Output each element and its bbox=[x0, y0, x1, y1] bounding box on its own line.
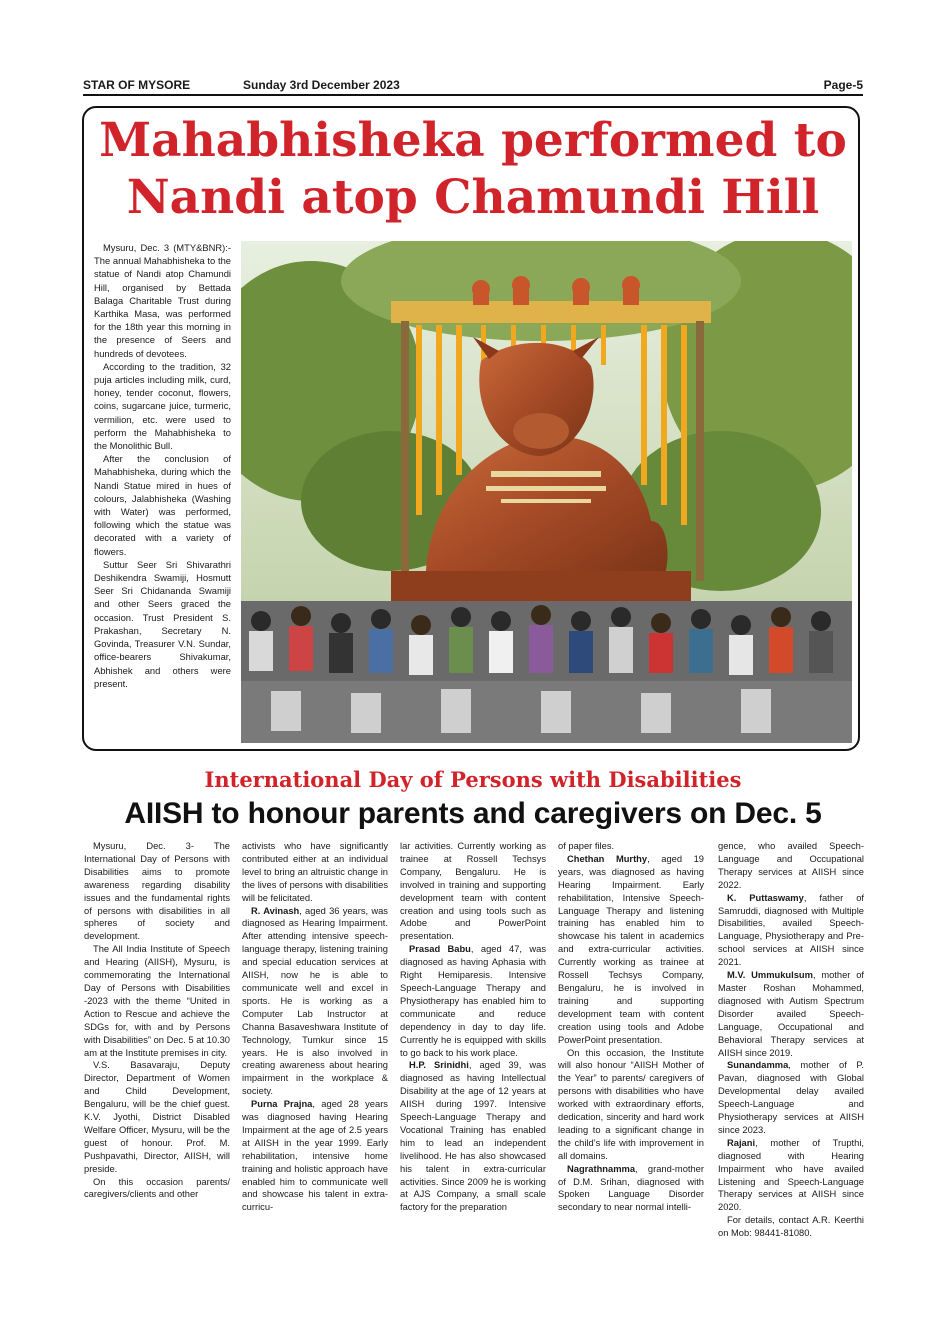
lead-headline-line-2: Nandi atop Chamundi Hill bbox=[126, 170, 820, 225]
lead-paragraph: Mysuru, Dec. 3 (MTY&BNR):- The annual Mahabhisheka to the statue of Nandi atop Chamundi Hill, organised by Bettada Balaga Charitable Trust during Karthika Masa, was performed for the 18th year this morning in the presence of Seers and hundreds of devotees. bbox=[94, 242, 231, 359]
honoree-name: Prasad Babu bbox=[409, 944, 471, 955]
photo-illustration bbox=[241, 241, 852, 743]
lead-paragraph: Suttur Seer Sri Shivarathri Deshikendra Swamiji, Hosmutt Seer Sri Chidananda Swamiji and other Seers graced the occasion. Trust President S. Prakashan, Secretary N. Govinda, Treasurer V.N. Sundar, office-bearers Shivakumar, Abhishek and others were present. bbox=[94, 558, 231, 689]
article-paragraph: The All India Institute of Speech and Hearing (AIISH), Mysuru, is commemorating the International Day of Persons with Disabilities -2023 with the theme “United in Action to Rescue and achieve the SDGs for, with and by Persons with Disabilities” on Dec. 5 at 10.30 am at the Institute premises in city. bbox=[84, 944, 230, 1058]
article-paragraph: Mysuru, Dec. 3- The International Day of Persons with Disabilities aims to promote awareness regarding disability issues and the fundamental rights of persons with disabilities in all spheres of society and development. bbox=[84, 841, 230, 942]
secondary-headline: AIISH to honour parents and caregivers on Dec. 5 bbox=[124, 797, 822, 830]
page-number: Page-5 bbox=[823, 78, 863, 92]
honoree-text: , mother of P. Pavan, diagnosed with Global Developmental delay availed Speech-Language and Physiotherapy services at AIISH since 2023. bbox=[718, 1060, 864, 1135]
article-column-3 bbox=[400, 840, 546, 1214]
article-paragraph: On this occasion parents/ caregivers/clients and other bbox=[84, 1176, 230, 1200]
honoree-text: , mother of Master Roshan Mohammed, diagnosed with Autism Spectrum Disorder availed Speech-Language, Occupational and Behavioral Therapy services at AIISH since 2019. bbox=[718, 970, 864, 1058]
lead-headline-line-1: Mahabhisheka performed to bbox=[99, 113, 847, 168]
honoree-text: , aged 19 years, was diagnosed as having Hearing Impairment. Early rehabilitation, Intensive Speech-Language Therapy and listening training has enabled him to showcase his talent in academics and extra-curricular activities. Currently working as trainee at Rossell Techsys Company, Bengaluru, he is involved in training and supporting development team with content creation using tools and Adobe PowerPoint presentation. bbox=[558, 853, 704, 1045]
article-paragraph: gence, who availed Speech-Language and Occupational Therapy services at AIISH since 2022. bbox=[718, 841, 864, 890]
article-paragraph: activists who have significantly contributed either at an individual level to bring an altruistic change in the lives of persons with disabilities will be felicitated. bbox=[242, 841, 388, 903]
article-column-5 bbox=[718, 840, 864, 1240]
article-paragraph: V.S. Basavaraju, Deputy Director, Department of Women and Child Development, Bengaluru, will be the chief guest. K.V. Jyothi, District Disabled Welfare Officer, Mysuru, will be the guest of honour. Prof. M. Pushpavathi, Director, AIISH, will preside. bbox=[84, 1060, 230, 1174]
article-paragraph: On this occasion, the Institute will also honour “AIISH Mother of the Year” to parents/ caregivers of persons with disabilities who have worked with extraordinary efforts, dedication, sincerity and hard work leading to a significant change in the child’s life with improvement in all domains. bbox=[558, 1047, 704, 1161]
honoree-name: M.V. Ummukulsum bbox=[727, 970, 813, 981]
article-column-2 bbox=[242, 840, 388, 1214]
page-header bbox=[83, 78, 863, 96]
honoree-text: , aged 28 years was diagnosed having Hearing Impairment at the age of 2.5 years at AIISH in the year 1999. Early rehabilitation, intensive home training and holistic approach have enabled him to communicate well and showcase his talent in extra-curricu- bbox=[242, 1099, 388, 1213]
honoree-paragraph bbox=[558, 1163, 704, 1215]
article-column-1 bbox=[84, 840, 230, 1201]
honoree-text: , grand-mother of D.M. Srihan, diagnosed with Spoken Language Disorder secondary to near normal intelli- bbox=[558, 1163, 704, 1213]
honoree-paragraph bbox=[718, 969, 864, 1059]
honoree-name: H.P. Srinidhi bbox=[409, 1060, 469, 1071]
lead-headline bbox=[82, 112, 864, 226]
honoree-text: , father of Samruddi, diagnosed with Multiple Disabilities, availed Speech-Language, Physiotherapy and Pre-school services at AIISH since 2021. bbox=[718, 892, 864, 968]
lead-paragraph: According to the tradition, 32 puja articles including milk, curd, honey, tender coconut, flowers, coins, sugarcane juice, turmeric, vermilion, etc. were used to perform the Mahabhisheka to the Monolithic Bull. bbox=[94, 360, 231, 452]
article-paragraph: of paper files. bbox=[558, 841, 615, 851]
honoree-name: R. Avinash bbox=[251, 905, 300, 916]
honoree-name: Nagrathnamma bbox=[567, 1163, 636, 1174]
honoree-paragraph bbox=[400, 943, 546, 1059]
secondary-story-columns bbox=[84, 840, 864, 1260]
honoree-name: Chethan Murthy bbox=[567, 853, 648, 864]
honoree-text: , aged 36 years, was diagnosed as Hearing Impairment. After attending intensive speech-language therapy, listening training and special education services at AIISH, now he is able to communicate well and excel in sports. He is working as a Computer Lab Instructor at Channa Basaveshwara Institute of Technology, Tumkur since 15 years. He is also involved in creating awareness about hearing impairment in the workplace & society. bbox=[242, 905, 388, 1097]
honoree-paragraph bbox=[718, 1137, 864, 1214]
honoree-paragraph bbox=[558, 853, 704, 1047]
honoree-name: K. Puttaswamy bbox=[727, 892, 804, 903]
honoree-name: Purna Prajna bbox=[251, 1099, 313, 1110]
article-column-4 bbox=[558, 840, 704, 1214]
nandi-statue-photo bbox=[241, 241, 852, 743]
honoree-name: Sunandamma bbox=[727, 1060, 789, 1071]
honoree-paragraph bbox=[400, 1059, 546, 1214]
honoree-paragraph bbox=[242, 1098, 388, 1214]
honoree-text: , aged 39, was diagnosed as having Intellectual Disability at the age of 12 years at AIISH during 1997. Intensive Speech-Language Therapy and Vocational Training has enabled him to lead an independent livelihood. He has also showcased his talent in extra-curricular activities. Since 2009 he is working at AJS Company, a small scale factory for the preparation bbox=[400, 1060, 546, 1213]
honoree-text: , aged 47, was diagnosed as having Aphasia with Right Hemiparesis. Intensive Speech-Language Therapy and Physiotherapy has enabled him to communicate and reduce dependency in day to day life. Currently he is equipped with skills to go back to his work place. bbox=[400, 944, 547, 1058]
contact-paragraph: For details, contact A.R. Keerthi on Mob: 98441-81080. bbox=[718, 1215, 864, 1239]
honoree-paragraph bbox=[718, 892, 864, 969]
honoree-paragraph bbox=[718, 1059, 864, 1136]
article-paragraph: lar activities. Currently working as trainee at Rossell Techsys Company, Bengaluru. He is involved in training and supporting development team with content creation and using tools such as Adobe and PowerPoint presentation. bbox=[400, 841, 546, 942]
secondary-kicker: International Day of Persons with Disabilities bbox=[204, 767, 742, 792]
lead-story-text bbox=[94, 241, 231, 690]
issue-date: Sunday 3rd December 2023 bbox=[243, 78, 400, 92]
lead-paragraph: After the conclusion of Mahabhisheka, during which the Nandi Statue mired in hues of colours, Jalabhisheka (Washing with Water) was performed, following which the statue was decorated with a variety of flowers. bbox=[94, 453, 231, 557]
honoree-name: Rajani bbox=[727, 1137, 756, 1148]
publication-name: STAR OF MYSORE bbox=[83, 78, 191, 92]
honoree-paragraph bbox=[242, 905, 388, 1099]
honoree-text: , mother of Trupthi, diagnosed with Hearing Impairment who have availed Listening and Speech-Language Therapy services at AIISH since 2020. bbox=[718, 1137, 864, 1213]
